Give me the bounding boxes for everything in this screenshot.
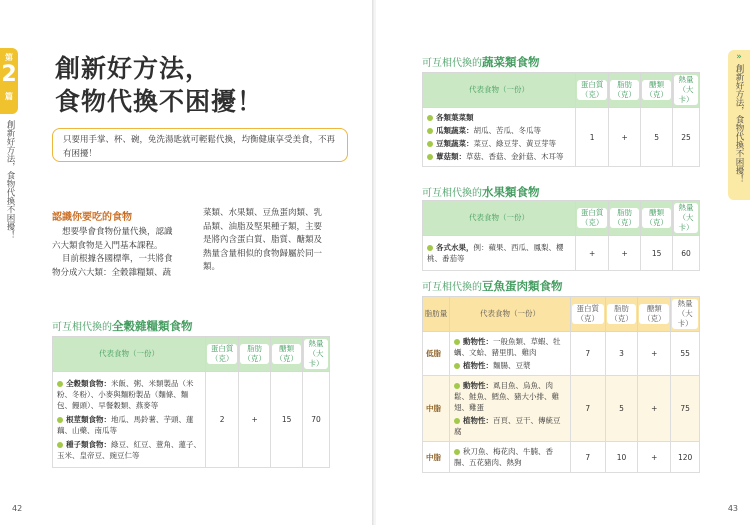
food-cell [450, 376, 571, 442]
col-header: 醣類（克） [271, 337, 303, 372]
col-header: 脂肪（克） [609, 73, 641, 108]
para-line: 菜類、水果類、豆魚蛋肉類、乳 [203, 208, 323, 218]
value-cell: 1 [576, 108, 609, 167]
value-cell: 5 [605, 376, 638, 442]
fruit-table-caption: 可互相代換的水果類食物 [422, 185, 540, 199]
bullet-icon [427, 115, 433, 121]
bullet-icon [427, 141, 433, 147]
list-item: 各類葉菜類 [427, 112, 571, 123]
para-line: 六大類食物是入門基本課程。 [52, 240, 163, 251]
bullet-icon [454, 383, 460, 389]
value-cell: + [576, 236, 609, 271]
col-header: 脂肪（克） [609, 201, 641, 236]
page-number: 43 [727, 504, 738, 513]
list-item: 植物性：麵腸、豆漿 [454, 360, 566, 371]
list-item: 動物性：虱目魚、烏魚、肉鬆、鮭魚、鱈魚、豬大小排、雞翅、雞蛋 [454, 381, 559, 412]
list-item: 根莖類食物：地瓜、馬鈴薯、芋頭、蓮藕、山藥、南瓜等 [57, 415, 194, 435]
veg-table-caption: 可互相代換的蔬菜類食物 [422, 55, 540, 69]
chapter-prefix: 第 [5, 53, 13, 62]
food-cell [450, 442, 571, 473]
page-title [55, 52, 263, 118]
col-header: 熱量（大卡） [303, 337, 330, 372]
bullet-icon [57, 417, 63, 423]
para-line: 想要學會食物份量代換，認識 [62, 227, 173, 237]
list-item: 蕈菇類：草菇、香菇、金針菇、木耳等 [427, 151, 571, 162]
value-cell: 25 [673, 108, 700, 167]
food-cell [450, 332, 571, 376]
col-header: 代表食物（一份） [53, 337, 206, 372]
list-item: 各式水果，例：蘋果、西瓜、鳳梨、櫻桃、番茄等 [427, 243, 564, 263]
caption-name: 全穀雜糧類食物 [112, 319, 193, 333]
veg-table [422, 72, 700, 167]
chapter-tab [0, 48, 18, 114]
bullet-icon [454, 449, 460, 455]
fat-level-cell: 中脂 [423, 442, 450, 473]
col-header: 熱量（大卡） [673, 73, 700, 108]
table-row [423, 332, 700, 376]
table-row [423, 442, 700, 473]
fat-level-cell: 中脂 [423, 376, 450, 442]
col-header: 醣類（克） [638, 297, 671, 332]
side-tab [728, 50, 750, 200]
para-line: 熱量含量相似的食物歸屬於同一 [203, 248, 323, 259]
value-cell: 120 [671, 442, 700, 473]
value-cell: 70 [303, 372, 330, 468]
bullet-icon [454, 339, 460, 345]
value-cell: + [638, 332, 671, 376]
value-cell: 15 [271, 372, 303, 468]
bullet-icon [427, 154, 433, 160]
list-item: 動物性：一般魚類、草蝦、牡蠣、文蛤、豬里肌、雞肉 [454, 337, 561, 357]
bullet-icon [454, 363, 460, 369]
value-cell: 55 [671, 332, 700, 376]
value-cell: + [638, 376, 671, 442]
list-item: 種子類食物：綠豆、紅豆、薏角、蓮子、玉米、皇帝豆、豌豆仁等 [57, 440, 201, 460]
para-line: 物分成六大類：全穀雜糧類、蔬 [52, 267, 172, 278]
fat-level-cell: 低脂 [423, 332, 450, 376]
bullet-icon [427, 245, 433, 251]
col-header: 醣類（克） [641, 201, 673, 236]
value-cell: 5 [641, 108, 673, 167]
value-cell: + [609, 108, 641, 167]
right-side-text: 創新好方法，食物代換不困擾！ [734, 64, 744, 183]
food-cell [423, 236, 576, 271]
col-header: 脂肪（克） [605, 297, 638, 332]
left-page [0, 0, 374, 525]
right-page [376, 0, 750, 525]
value-cell: 60 [673, 236, 700, 271]
chapter-number: 2 [1, 62, 17, 87]
para-line: 類。 [203, 262, 221, 272]
page-number: 42 [12, 504, 23, 513]
col-header: 蛋白質（克） [576, 73, 609, 108]
paragraph-left [52, 226, 192, 280]
value-cell: 3 [605, 332, 638, 376]
grain-table [52, 336, 330, 468]
col-header: 蛋白質（克） [206, 337, 239, 372]
list-item: 植物性：百頁、豆干、傳統豆腐 [454, 416, 561, 436]
col-header: 代表食物（一份） [423, 73, 576, 108]
value-cell: 15 [641, 236, 673, 271]
chapter-suffix: 篇 [5, 92, 13, 101]
value-cell: 7 [571, 376, 606, 442]
title-line-1: 創新好方法， [55, 54, 212, 83]
bullet-icon [57, 381, 63, 387]
col-header: 熱量（大卡） [671, 297, 700, 332]
value-cell: + [638, 442, 671, 473]
list-item: 瓜類蔬菜：胡瓜、苦瓜、冬瓜等 [427, 125, 571, 136]
col-header: 脂肪（克） [239, 337, 271, 372]
col-header: 蛋白質（克） [576, 201, 609, 236]
protein-table [422, 296, 700, 473]
caption-prefix: 可互相代換的 [52, 322, 112, 333]
value-cell: + [239, 372, 271, 468]
paragraph-right [203, 207, 343, 275]
col-header: 脂肪量 [423, 297, 450, 332]
left-side-text: 創新好方法，食物代換不困擾！ [5, 120, 15, 239]
value-cell: 2 [206, 372, 239, 468]
col-header: 蛋白質（克） [571, 297, 606, 332]
chevron-down-icon: » [736, 52, 742, 62]
bullet-icon [454, 418, 460, 424]
food-cell [53, 372, 206, 468]
value-cell: 10 [605, 442, 638, 473]
col-header: 熱量（大卡） [673, 201, 700, 236]
col-header: 醣類（克） [641, 73, 673, 108]
value-cell: 7 [571, 332, 606, 376]
para-line: 目前根據各國標準，一共將食 [62, 254, 173, 264]
bullet-icon [57, 442, 63, 448]
list-item: 全穀類食物：米飯、粥、米類製品（米粉、冬粉）、小麥與麵粉製品（麵條、麵包、饅頭）、早餐穀類、燕麥等 [57, 379, 194, 410]
fruit-table [422, 200, 700, 271]
col-header: 代表食物（一份） [450, 297, 571, 332]
list-item: 豆類蔬菜：菜豆、綠豆芽、黃豆芽等 [427, 138, 571, 149]
section-heading: 認識你要吃的食物 [52, 212, 132, 223]
list-item: 秋刀魚、梅花肉、牛腩、香腸、五花豬肉、熱狗 [454, 447, 553, 467]
para-line: 是將內含蛋白質、脂質、醣類及 [203, 235, 323, 245]
intro-box: 只要用手掌、杯、碗，免洗湯匙就可輕鬆代換，均衡健康享受美食，不再有困擾！ [52, 128, 348, 162]
value-cell: 7 [571, 442, 606, 473]
grain-table-caption [52, 318, 193, 334]
value-cell: + [609, 236, 641, 271]
food-cell [423, 108, 576, 167]
title-line-2: 食物代換不困擾！ [55, 87, 264, 116]
para-line: 品類、油脂及堅果種子類，主要 [203, 221, 323, 232]
protein-table-caption: 可互相代換的豆魚蛋肉類食物 [422, 279, 563, 293]
value-cell: 75 [671, 376, 700, 442]
bullet-icon [427, 128, 433, 134]
table-row [423, 376, 700, 442]
col-header: 代表食物（一份） [423, 201, 576, 236]
